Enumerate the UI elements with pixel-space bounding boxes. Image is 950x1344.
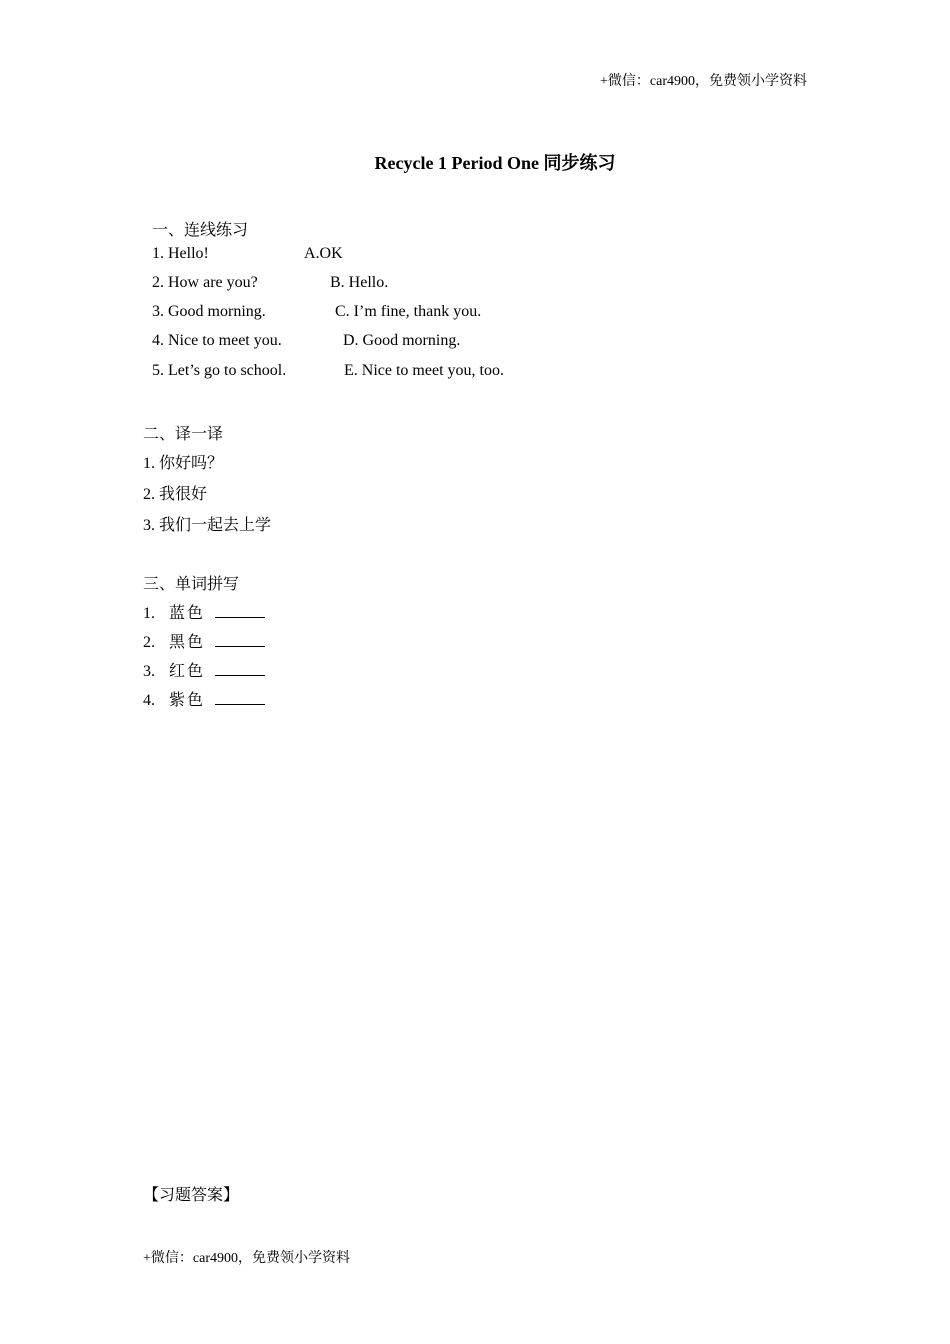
spelling-item xyxy=(143,600,265,623)
match-left-item: 4. Nice to meet you. xyxy=(152,332,282,349)
answers-heading: 【习题答案】 xyxy=(143,1187,240,1204)
answer-blank[interactable] xyxy=(215,616,265,618)
spelling-word: 红色 xyxy=(169,663,206,680)
spelling-word: 蓝色 xyxy=(169,605,206,622)
match-left-item: 2. How are you? xyxy=(152,274,258,291)
answer-blank[interactable] xyxy=(215,645,265,647)
spelling-num: 3. xyxy=(143,663,155,680)
section1-heading: 一、连线练习 xyxy=(152,222,249,239)
answer-blank[interactable] xyxy=(215,674,265,676)
spelling-word: 紫色 xyxy=(169,692,206,709)
match-right-item: B. Hello. xyxy=(330,274,389,291)
page-title: Recycle 1 Period One 同步练习 xyxy=(374,153,616,173)
spelling-num: 2. xyxy=(143,634,155,651)
spelling-item xyxy=(143,629,265,652)
translate-item: 2. 我很好 xyxy=(143,486,208,503)
section2-heading: 二、译一译 xyxy=(143,426,224,443)
match-left-item: 3. Good morning. xyxy=(152,303,266,320)
match-left-item: 1. Hello! xyxy=(152,245,209,262)
spelling-item xyxy=(143,687,265,710)
spelling-num: 1. xyxy=(143,605,155,622)
translate-item: 3. 我们一起去上学 xyxy=(143,517,272,534)
translate-item: 1. 你好吗？ xyxy=(143,455,224,472)
header-note: +微信：car4900，免费领小学资料 xyxy=(600,74,807,89)
match-right-item: C. I’m fine, thank you. xyxy=(335,303,482,320)
match-right-item: A.OK xyxy=(304,245,343,262)
section3-heading: 三、单词拼写 xyxy=(143,576,240,593)
spelling-num: 4. xyxy=(143,692,155,709)
match-left-item: 5. Let’s go to school. xyxy=(152,362,287,379)
match-right-item: D. Good morning. xyxy=(343,332,461,349)
spelling-word: 黑色 xyxy=(169,634,206,651)
answer-blank[interactable] xyxy=(215,703,265,705)
footer-note: +微信：car4900，免费领小学资料 xyxy=(143,1251,350,1266)
spelling-item xyxy=(143,658,265,681)
match-right-item: E. Nice to meet you, too. xyxy=(344,362,504,379)
